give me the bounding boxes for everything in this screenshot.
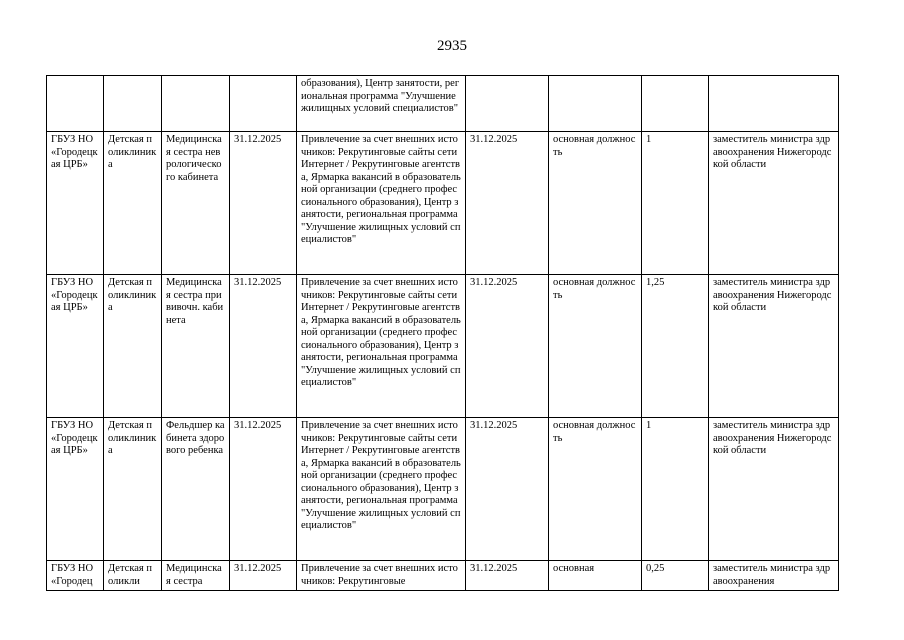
completion-date-cell: 31.12.2025	[466, 418, 549, 561]
organization-cell: ГБУЗ НО «Городецкая ЦРБ»	[47, 132, 104, 275]
rate-cell: 1,25	[642, 275, 709, 418]
unit-cell: Детская поликлиника	[104, 132, 162, 275]
job-type-cell: основная должность	[549, 418, 642, 561]
rate-cell: 0,25	[646, 563, 665, 574]
position-cell: Медицинская сестра неврологического кабинета	[162, 132, 230, 275]
unit-cell: Детская поликлиника	[104, 275, 162, 418]
table-row	[47, 275, 839, 418]
completion-date-cell: 31.12.2025	[466, 275, 549, 418]
position-cell: Медицинская сестра прививочн. кабинета	[162, 275, 230, 418]
job-type-cell: основная должность	[549, 275, 642, 418]
due-date-cell: 31.12.2025	[234, 563, 282, 574]
unit-cell: Детская поликлиника	[104, 418, 162, 561]
measure-cell: Привлечение за счет внешних источников: Рекрутинговые сайты сети Интернет / Рекрутинговые агентства, Ярмарка вакансий в образовательной организации (среднего профессионального образования), Центр занятости, региональная программа "Улучшение жилищных условий специалистов"	[297, 275, 466, 418]
position-cell: Фельдшер кабинета здорового ребенка	[162, 418, 230, 561]
unit-cell: Детская поликли	[108, 563, 153, 587]
due-date-cell: 31.12.2025	[230, 275, 297, 418]
page-number: 2935	[437, 38, 467, 54]
measure-cell: Привлечение за счет внешних источников: Рекрутинговые	[301, 563, 458, 587]
responsible-cell: заместитель министра здравоохранения Нижегородской области	[709, 275, 839, 418]
measure-cell: Привлечение за счет внешних источников: Рекрутинговые сайты сети Интернет / Рекрутинговые агентства, Ярмарка вакансий в образовательной организации (среднего профессионального образования), Центр занятости, региональная программа "Улучшение жилищных условий специалистов"	[297, 132, 466, 275]
measure-cell: образования), Центр занятости, региональная программа "Улучшение жилищных условий специалистов"	[297, 76, 466, 132]
completion-date-cell: 31.12.2025	[470, 563, 518, 574]
due-date-cell: 31.12.2025	[230, 132, 297, 275]
recruitment-table	[46, 75, 839, 591]
organization-cell: ГБУЗ НО «Городецкая ЦРБ»	[47, 418, 104, 561]
responsible-cell: заместитель министра здравоохранения Нижегородской области	[709, 418, 839, 561]
table-row	[47, 132, 839, 275]
responsible-cell: заместитель министра здравоохранения	[713, 563, 831, 587]
measure-cell: Привлечение за счет внешних источников: Рекрутинговые сайты сети Интернет / Рекрутинговые агентства, Ярмарка вакансий в образовательной организации (среднего профессионального образования), Центр занятости, региональная программа "Улучшение жилищных условий специалистов"	[297, 418, 466, 561]
job-type-cell: основная	[553, 563, 595, 574]
position-cell: Медицинская сестра	[166, 563, 222, 587]
completion-date-cell: 31.12.2025	[466, 132, 549, 275]
table-row-continuation	[47, 76, 839, 132]
rate-cell: 1	[642, 418, 709, 561]
organization-cell: ГБУЗ НО «Городец	[51, 563, 94, 587]
job-type-cell: основная должность	[549, 132, 642, 275]
rate-cell: 1	[642, 132, 709, 275]
due-date-cell: 31.12.2025	[230, 418, 297, 561]
table-row-partial	[47, 561, 839, 591]
responsible-cell: заместитель министра здравоохранения Нижегородской области	[709, 132, 839, 275]
organization-cell: ГБУЗ НО «Городецкая ЦРБ»	[47, 275, 104, 418]
table-row	[47, 418, 839, 561]
